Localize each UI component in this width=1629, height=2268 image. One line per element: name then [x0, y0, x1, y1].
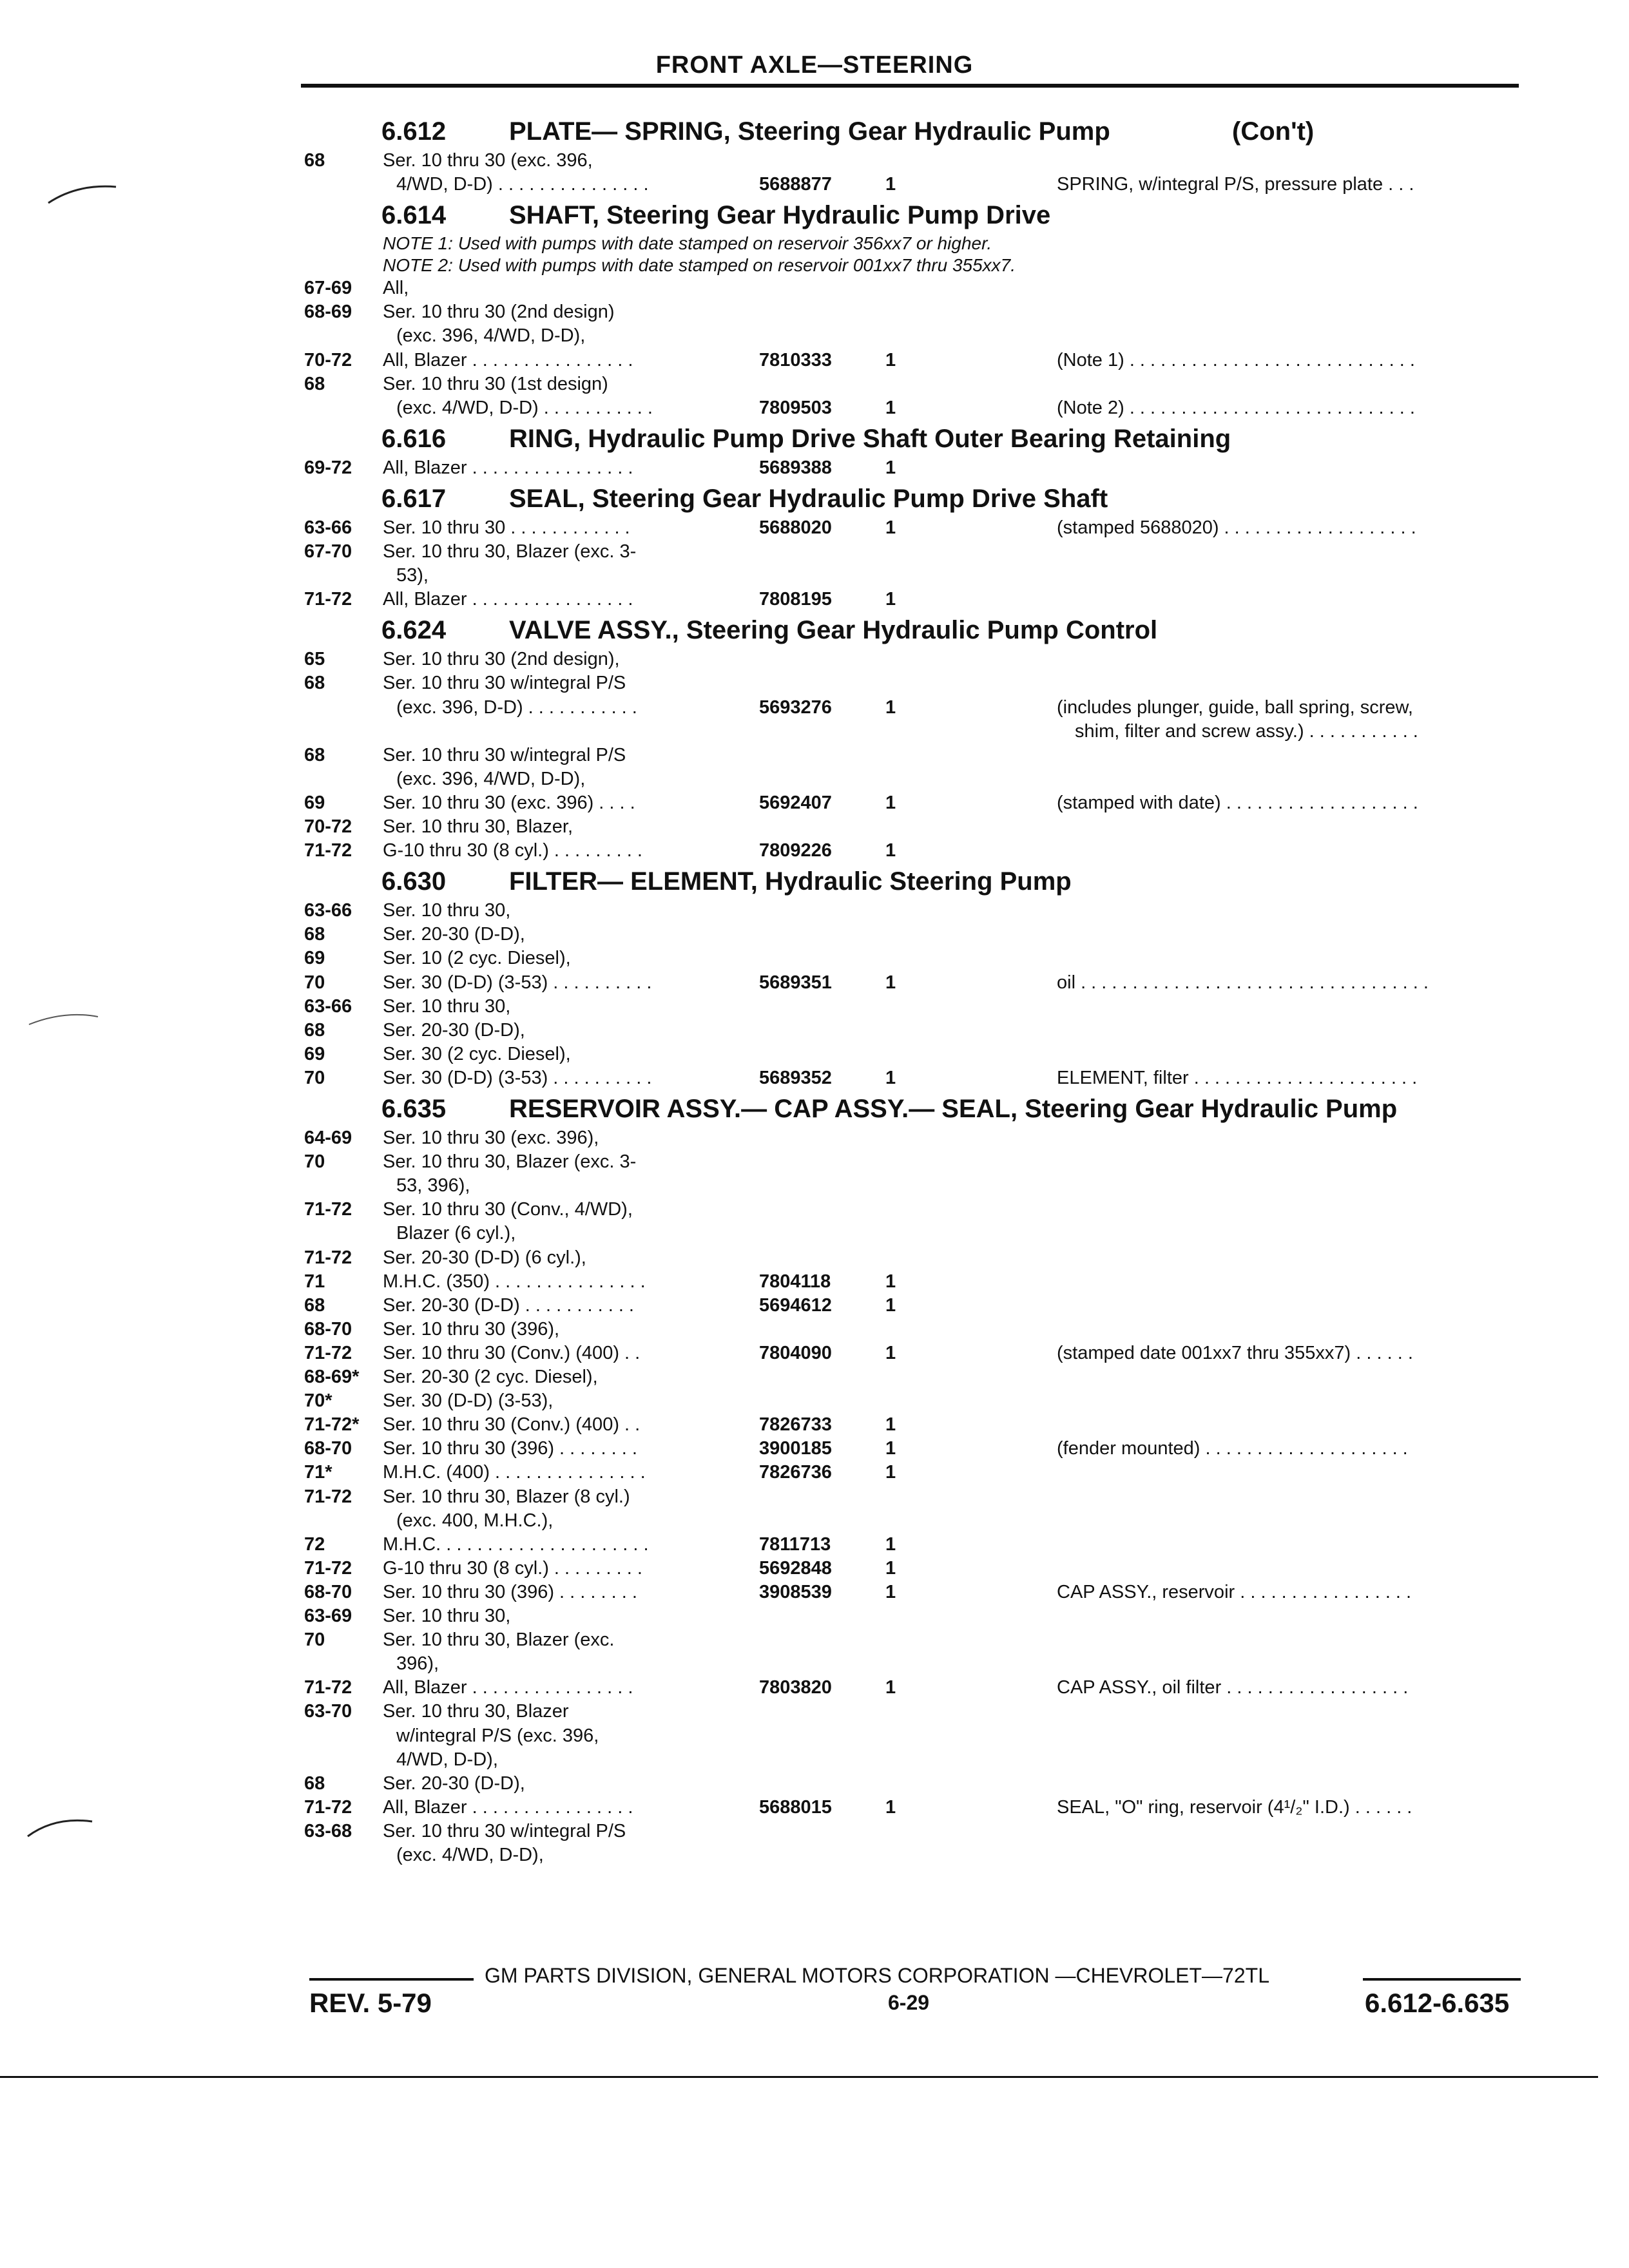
model-years: 68-70: [304, 1318, 352, 1340]
model-years: 71: [304, 1271, 325, 1292]
quantity: 1: [885, 1438, 896, 1459]
header-rule: [301, 84, 1519, 88]
application-description: G-10 thru 30 (8 cyl.) . . . . . . . . .: [383, 1557, 642, 1579]
application-description: G-10 thru 30 (8 cyl.) . . . . . . . . .: [383, 840, 642, 861]
quantity: 1: [885, 1067, 896, 1088]
section-title: FILTER— ELEMENT, Hydraulic Steering Pump: [509, 867, 1072, 896]
model-years: 68-69: [304, 302, 352, 323]
model-years: 67-69: [304, 278, 352, 299]
section-title: RESERVOIR ASSY.— CAP ASSY.— SEAL, Steering Gear Hydraulic Pump: [509, 1095, 1398, 1123]
remarks: (fender mounted) . . . . . . . . . . . . . . . . . . . .: [1057, 1438, 1408, 1459]
model-years: 70: [304, 1629, 325, 1651]
remarks: (Note 1) . . . . . . . . . . . . . . . . . . . . . . . . . . . .: [1057, 349, 1415, 370]
section-range: 6.612-6.635: [1365, 1988, 1510, 2018]
application-description: (exc. 396, D-D) . . . . . . . . . . .: [396, 697, 637, 718]
application-description: Ser. 10 thru 30 (exc. 396),: [383, 1128, 599, 1148]
remarks: (stamped with date) . . . . . . . . . . . . . . . . . . .: [1057, 792, 1418, 813]
model-years: 70: [304, 1151, 325, 1173]
application-description: Ser. 10 thru 30, Blazer (exc. 3-: [383, 541, 637, 562]
model-years: 71-72: [304, 1199, 352, 1220]
model-years: 64-69: [304, 1128, 352, 1148]
model-years: 68-70: [304, 1581, 352, 1602]
application-description: Ser. 10 thru 30, Blazer (exc.: [383, 1629, 615, 1651]
remarks: CAP ASSY., reservoir . . . . . . . . . . . . . . . . .: [1057, 1581, 1412, 1602]
application-description: M.H.C. . . . . . . . . . . . . . . . . . . . .: [383, 1533, 649, 1555]
remarks: (stamped 5688020) . . . . . . . . . . . . . . . . . . .: [1057, 517, 1416, 538]
application-description: Ser. 10 thru 30 w/integral P/S: [383, 673, 626, 694]
section-title: VALVE ASSY., Steering Gear Hydraulic Pump Control: [509, 616, 1158, 645]
application-description: Blazer (6 cyl.),: [396, 1223, 516, 1244]
model-years: 70-72: [304, 816, 352, 837]
section-number: 6.617: [381, 484, 447, 513]
quantity: 1: [885, 1581, 896, 1602]
application-description: Ser. 10 thru 30, Blazer (8 cyl.): [383, 1486, 630, 1507]
quantity: 1: [885, 697, 896, 718]
quantity: 1: [885, 589, 896, 610]
model-years: 69-72: [304, 457, 352, 478]
application-description: Ser. 20-30 (D-D),: [383, 1019, 525, 1041]
remarks: ELEMENT, filter . . . . . . . . . . . . . . . . . . . . . .: [1057, 1067, 1418, 1088]
section-number: 6.616: [381, 424, 447, 453]
model-years: 71-72: [304, 1677, 352, 1698]
model-years: 63-69: [304, 1606, 352, 1626]
model-years: 71-72: [304, 1247, 352, 1268]
application-description: (exc. 4/WD, D-D),: [396, 1845, 544, 1865]
application-description: Ser. 20-30 (D-D),: [383, 924, 525, 945]
model-years: 70*: [304, 1390, 333, 1412]
model-years: 72: [304, 1533, 325, 1555]
model-years: 63-66: [304, 517, 352, 538]
application-description: Ser. 30 (D-D) (3-53),: [383, 1390, 554, 1412]
application-description: (exc. 396, 4/WD, D-D),: [396, 325, 586, 347]
model-years: 70: [304, 972, 325, 993]
application-description: Ser. 20-30 (D-D) . . . . . . . . . . .: [383, 1294, 634, 1316]
part-number: 3900185: [759, 1438, 832, 1459]
model-years: 67-70: [304, 541, 352, 562]
application-description: 4/WD, D-D),: [396, 1749, 498, 1770]
quantity: 1: [885, 1557, 896, 1579]
application-description: Ser. 10 thru 30,: [383, 900, 511, 921]
hole-punch-mark-middle: [26, 1005, 103, 1031]
application-description: Ser. 10 thru 30 (Conv., 4/WD),: [383, 1199, 633, 1220]
footer-rule-left: [309, 1978, 474, 1981]
model-years: 68-69*: [304, 1367, 360, 1387]
application-description: Ser. 30 (D-D) (3-53) . . . . . . . . . .: [383, 1067, 652, 1088]
model-years: 69: [304, 948, 325, 969]
note-text: NOTE 2: Used with pumps with date stamped on reservoir 001xx7 thru 355xx7.: [383, 255, 1016, 276]
model-years: 71-72: [304, 1486, 352, 1507]
application-description: Ser. 10 thru 30, Blazer (exc. 3-: [383, 1151, 637, 1173]
application-description: 396),: [396, 1653, 439, 1675]
application-description: Ser. 30 (2 cyc. Diesel),: [383, 1043, 571, 1064]
quantity: 1: [885, 517, 896, 538]
application-description: All, Blazer . . . . . . . . . . . . . . . .: [383, 349, 633, 370]
application-description: (exc. 400, M.H.C.),: [396, 1510, 554, 1531]
model-years: 68: [304, 1294, 325, 1316]
model-years: 69: [304, 792, 325, 813]
part-number: 5693276: [759, 697, 832, 718]
part-number: 7809503: [759, 397, 832, 418]
model-years: 63-68: [304, 1820, 352, 1841]
application-description: Ser. 10 thru 30, Blazer,: [383, 816, 574, 837]
application-description: Ser. 10 thru 30 (396) . . . . . . . .: [383, 1581, 637, 1602]
remarks: (includes plunger, guide, ball spring, screw,: [1057, 697, 1413, 718]
model-years: 68-70: [304, 1438, 352, 1459]
section-number: 6.624: [381, 616, 447, 645]
quantity: 1: [885, 1796, 896, 1818]
quantity: 1: [885, 1533, 896, 1555]
model-years: 65: [304, 649, 325, 670]
section-title: PLATE— SPRING, Steering Gear Hydraulic Pump: [509, 117, 1110, 146]
quantity: 1: [885, 1342, 896, 1363]
part-number: 7826733: [759, 1414, 832, 1436]
remarks: SPRING, w/integral P/S, pressure plate . . .: [1057, 174, 1414, 195]
quantity: 1: [885, 1271, 896, 1292]
application-description: All, Blazer . . . . . . . . . . . . . . . .: [383, 1796, 633, 1818]
model-years: 71-72: [304, 589, 352, 610]
model-years: 70-72: [304, 349, 352, 370]
remarks: oil . . . . . . . . . . . . . . . . . . . . . . . . . . . . . . . . . .: [1057, 972, 1429, 993]
section-number: 6.635: [381, 1095, 447, 1123]
model-years: 63-66: [304, 900, 352, 921]
application-description: (exc. 396, 4/WD, D-D),: [396, 768, 586, 789]
application-description: M.H.C. (350) . . . . . . . . . . . . . . .: [383, 1271, 646, 1292]
application-description: All, Blazer . . . . . . . . . . . . . . . .: [383, 1677, 633, 1698]
section-title: SEAL, Steering Gear Hydraulic Pump Drive Shaft: [509, 484, 1108, 513]
application-description: Ser. 10 thru 30,: [383, 1606, 511, 1626]
part-number: 7811713: [759, 1533, 831, 1555]
application-description: Ser. 10 thru 30 (exc. 396) . . . .: [383, 792, 635, 813]
application-description: Ser. 10 thru 30 (396) . . . . . . . .: [383, 1438, 637, 1459]
model-years: 68: [304, 1773, 325, 1794]
model-years: 68: [304, 1019, 325, 1041]
application-description: Ser. 20-30 (D-D) (6 cyl.),: [383, 1247, 586, 1268]
application-description: All, Blazer . . . . . . . . . . . . . . . .: [383, 589, 633, 610]
model-years: 68: [304, 744, 325, 765]
hole-punch-mark-top: [45, 180, 122, 206]
footer-rule-right: [1363, 1978, 1521, 1981]
part-number: 7804118: [759, 1271, 831, 1292]
application-description: Ser. 30 (D-D) (3-53) . . . . . . . . . .: [383, 972, 652, 993]
quantity: 1: [885, 174, 896, 195]
part-number: 5689388: [759, 457, 832, 478]
section-number: 6.614: [381, 201, 447, 230]
application-description: Ser. 10 thru 30 (exc. 396,: [383, 150, 593, 171]
part-number: 5694612: [759, 1294, 832, 1316]
hole-punch-mark-bottom: [23, 1814, 100, 1840]
part-number: 5689351: [759, 972, 832, 993]
part-number: 7826736: [759, 1462, 832, 1483]
application-description: Ser. 10 thru 30 . . . . . . . . . . . .: [383, 517, 630, 538]
application-description: Ser. 10 thru 30 (Conv.) (400) . .: [383, 1414, 641, 1436]
part-number: 7804090: [759, 1342, 832, 1363]
model-years: 63-66: [304, 995, 352, 1017]
part-number: 7810333: [759, 349, 832, 370]
application-description: Ser. 20-30 (D-D),: [383, 1773, 525, 1794]
application-description: Ser. 10 thru 30 (2nd design): [383, 302, 615, 323]
bottom-scan-rule: [0, 2076, 1598, 2078]
application-description: 53),: [396, 565, 429, 586]
model-years: 71-72: [304, 1796, 352, 1818]
model-years: 69: [304, 1043, 325, 1064]
application-description: M.H.C. (400) . . . . . . . . . . . . . . .: [383, 1462, 646, 1483]
model-years: 71*: [304, 1462, 333, 1483]
part-number: 5688020: [759, 517, 832, 538]
model-years: 71-72: [304, 1557, 352, 1579]
part-number: 7809226: [759, 840, 832, 861]
quantity: 1: [885, 1677, 896, 1698]
part-number: 5688015: [759, 1796, 832, 1818]
model-years: 71-72: [304, 840, 352, 861]
model-years: 68: [304, 673, 325, 694]
quantity: 1: [885, 1294, 896, 1316]
page-title: FRONT AXLE—STEERING: [655, 52, 974, 79]
model-years: 68: [304, 924, 325, 945]
application-description: Ser. 10 thru 30 w/integral P/S: [383, 1820, 626, 1841]
model-years: 68: [304, 150, 325, 171]
part-number: 5692407: [759, 792, 832, 813]
remarks: CAP ASSY., oil filter . . . . . . . . . . . . . . . . . .: [1057, 1677, 1409, 1698]
page-number: 6-29: [888, 1991, 930, 2014]
application-description: Ser. 10 thru 30 (396),: [383, 1318, 560, 1340]
section-title: RING, Hydraulic Pump Drive Shaft Outer Bearing Retaining: [509, 424, 1231, 453]
part-number: 3908539: [759, 1581, 832, 1602]
remarks: shim, filter and screw assy.) . . . . . . . . . . .: [1075, 720, 1418, 742]
application-description: Ser. 10 (2 cyc. Diesel),: [383, 948, 571, 969]
application-description: Ser. 10 thru 30, Blazer: [383, 1701, 569, 1722]
application-description: Ser. 10 thru 30,: [383, 995, 511, 1017]
application-description: All,: [383, 278, 409, 299]
model-years: 71-72*: [304, 1414, 360, 1436]
part-number: 5689352: [759, 1067, 832, 1088]
part-number: 7803820: [759, 1677, 832, 1698]
part-number: 5692848: [759, 1557, 832, 1579]
quantity: 1: [885, 349, 896, 370]
model-years: 68: [304, 373, 325, 394]
quantity: 1: [885, 1414, 896, 1436]
application-description: (exc. 4/WD, D-D) . . . . . . . . . . .: [396, 397, 653, 418]
application-description: Ser. 10 thru 30 (1st design): [383, 373, 608, 394]
quantity: 1: [885, 1462, 896, 1483]
part-number: 7808195: [759, 589, 832, 610]
application-description: Ser. 20-30 (2 cyc. Diesel),: [383, 1367, 598, 1387]
model-years: 63-70: [304, 1701, 352, 1722]
section-number: 6.630: [381, 867, 447, 896]
note-text: NOTE 1: Used with pumps with date stamped on reservoir 356xx7 or higher.: [383, 233, 992, 254]
application-description: All, Blazer . . . . . . . . . . . . . . . .: [383, 457, 633, 478]
model-years: 70: [304, 1067, 325, 1088]
remarks: (stamped date 001xx7 thru 355xx7) . . . . . .: [1057, 1342, 1413, 1363]
remarks: (Note 2) . . . . . . . . . . . . . . . . . . . . . . . . . . . .: [1057, 397, 1415, 418]
application-description: Ser. 10 thru 30 (Conv.) (400) . .: [383, 1342, 641, 1363]
quantity: 1: [885, 972, 896, 993]
section-number: 6.612: [381, 117, 447, 146]
application-description: Ser. 10 thru 30 (2nd design),: [383, 649, 620, 670]
application-description: w/integral P/S (exc. 396,: [396, 1725, 599, 1746]
quantity: 1: [885, 840, 896, 861]
application-description: Ser. 10 thru 30 w/integral P/S: [383, 744, 626, 765]
application-description: 53, 396),: [396, 1175, 470, 1196]
part-number: 5688877: [759, 174, 832, 195]
quantity: 1: [885, 792, 896, 813]
quantity: 1: [885, 397, 896, 418]
revision-label: REV. 5-79: [309, 1988, 432, 2018]
application-description: 4/WD, D-D) . . . . . . . . . . . . . . .: [396, 174, 649, 195]
remarks: SEAL, "O" ring, reservoir (4¹/₂" I.D.) . . . . . .: [1057, 1796, 1412, 1818]
model-years: 71-72: [304, 1342, 352, 1363]
section-title: SHAFT, Steering Gear Hydraulic Pump Drive: [509, 201, 1051, 230]
continued-label: (Con't): [1232, 117, 1315, 146]
footer-publisher: GM PARTS DIVISION, GENERAL MOTORS CORPORATION —CHEVROLET—72TL: [485, 1964, 1269, 1987]
quantity: 1: [885, 457, 896, 478]
